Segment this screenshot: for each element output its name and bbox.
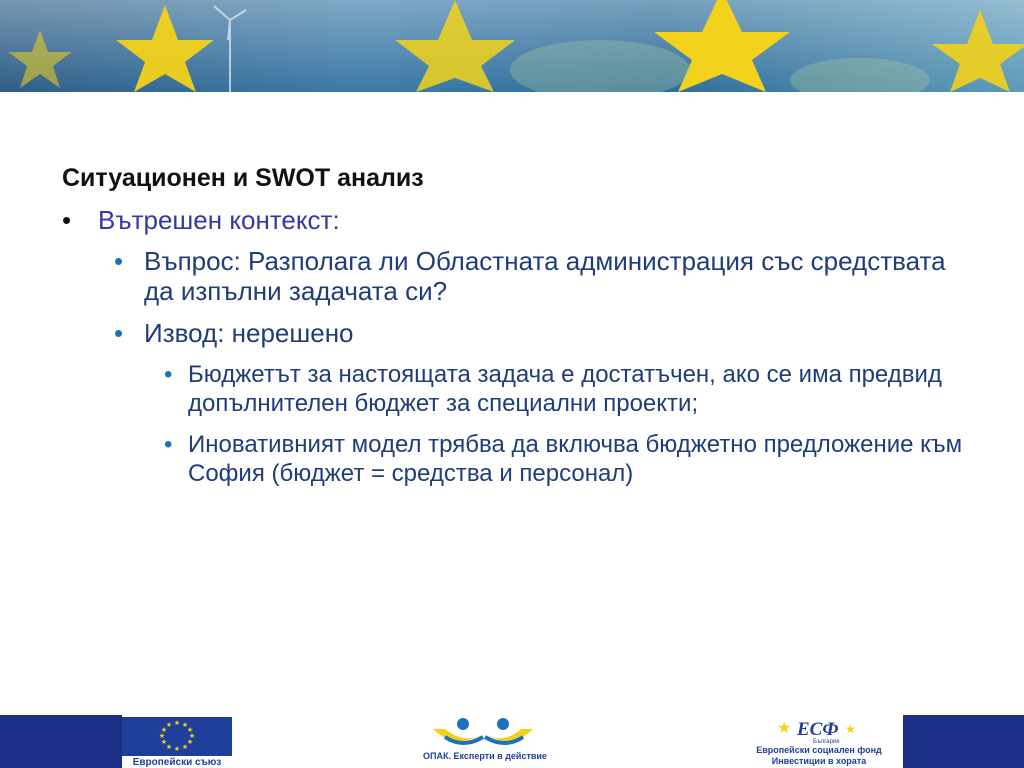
bullet-text: Въпрос: Разполага ли Областната администрация със средствата да изпълни задачата си? [144, 246, 946, 306]
esf-caption [735, 745, 903, 767]
svg-text:★: ★ [181, 743, 189, 751]
slide-content [62, 162, 982, 500]
eu-stars-banner-image [0, 0, 1024, 92]
svg-text:★: ★ [165, 743, 173, 751]
bullet-marker: • [164, 431, 173, 458]
bullet-text: Бюджетът за настоящата задача е достатъчен, ако се има предвид допълнителен бюджет за специални проекти; [188, 361, 942, 417]
bullet-level2 [114, 246, 982, 306]
footer-logos [0, 715, 1024, 768]
bullet-marker: • [114, 246, 124, 276]
bullet-level1 [62, 204, 982, 236]
footer-bar-right [903, 715, 1024, 768]
esf-logo [735, 715, 903, 768]
esf-mark-text: ЕСФ [797, 719, 839, 740]
svg-text:★: ★ [173, 745, 181, 753]
bullet-marker: • [114, 318, 124, 348]
svg-text:★: ★ [173, 719, 181, 727]
esf-caption-line1: Европейски социален фонд [756, 745, 882, 755]
opak-people-icon [405, 715, 565, 751]
footer-bar-left [0, 715, 122, 768]
svg-text:★: ★ [181, 721, 189, 729]
svg-text:★: ★ [845, 722, 856, 736]
svg-text:★: ★ [777, 718, 792, 737]
svg-text:★: ★ [160, 726, 168, 734]
esf-caption-line2: Инвестиции в хората [771, 756, 867, 766]
bullet-text: Вътрешен контекст: [98, 205, 340, 235]
opak-caption: ОПАК. Експерти в действие [423, 751, 547, 761]
bullet-level3 [164, 360, 982, 418]
svg-text:★: ★ [188, 732, 196, 740]
bullet-level3 [164, 430, 982, 488]
svg-text:★: ★ [160, 738, 168, 746]
bullet-text: Иновативният модел трябва да включва бюджетно предложение към София (бюджет = средства и персонал) [188, 431, 963, 487]
slide-title: Ситуационен и SWOT анализ [62, 164, 424, 192]
svg-text:★: ★ [186, 738, 194, 746]
opak-logo [405, 715, 565, 768]
header-banner [0, 0, 1024, 92]
eu-flag-icon [122, 717, 232, 756]
bullet-marker: • [164, 361, 173, 388]
svg-text:★: ★ [186, 726, 194, 734]
bullet-level2 [114, 318, 982, 348]
bullet-text: Извод: нерешено [144, 318, 354, 348]
bullet-marker: • [62, 205, 72, 235]
esf-stars-icon [765, 715, 875, 745]
eu-logo [122, 717, 232, 768]
svg-text:★: ★ [158, 732, 166, 740]
esf-sub-text: България [813, 739, 840, 745]
eu-caption: Европейски съюз [132, 757, 222, 768]
svg-text:★: ★ [165, 721, 173, 729]
